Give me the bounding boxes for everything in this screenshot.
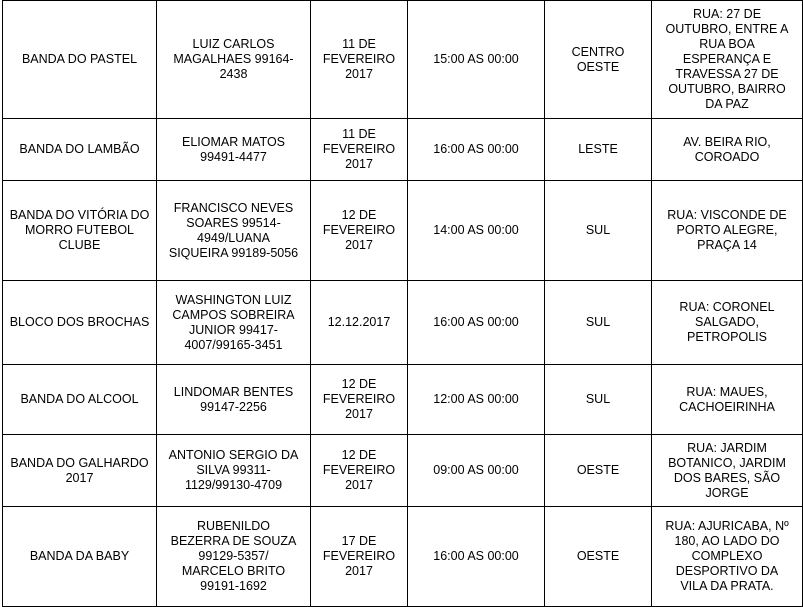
zone-cell: LESTE: [545, 119, 652, 181]
band-name-cell: BANDA DO VITÓRIA DO MORRO FUTEBOL CLUBE: [3, 181, 157, 281]
table-row: [3, 281, 803, 365]
table-row: [3, 365, 803, 435]
location-cell: RUA: AJURICABA, Nº 180, AO LADO DO COMPLEXO DESPORTIVO DA VILA DA PRATA.: [652, 507, 803, 607]
schedule-table: [2, 0, 803, 607]
time-cell: 12:00 AS 00:00: [408, 365, 545, 435]
date-cell: 12 DE FEVEREIRO 2017: [311, 365, 408, 435]
location-cell: RUA: MAUES, CACHOEIRINHA: [652, 365, 803, 435]
contact-cell: ELIOMAR MATOS 99491-4477: [157, 119, 311, 181]
time-cell: 14:00 AS 00:00: [408, 181, 545, 281]
table-row: [3, 119, 803, 181]
time-cell: 16:00 AS 00:00: [408, 119, 545, 181]
band-name-cell: BANDA DO LAMBÃO: [3, 119, 157, 181]
date-cell: 12 DE FEVEREIRO 2017: [311, 435, 408, 507]
date-cell: 12 DE FEVEREIRO 2017: [311, 181, 408, 281]
location-cell: RUA: CORONEL SALGADO, PETROPOLIS: [652, 281, 803, 365]
time-cell: 15:00 AS 00:00: [408, 1, 545, 119]
band-name-cell: BANDA DO PASTEL: [3, 1, 157, 119]
band-name-cell: BANDA DO GALHARDO 2017: [3, 435, 157, 507]
location-cell: RUA: JARDIM BOTANICO, JARDIM DOS BARES, SÃO JORGE: [652, 435, 803, 507]
zone-cell: CENTRO OESTE: [545, 1, 652, 119]
date-cell: 11 DE FEVEREIRO 2017: [311, 119, 408, 181]
location-cell: RUA: VISCONDE DE PORTO ALEGRE, PRAÇA 14: [652, 181, 803, 281]
date-cell: 11 DE FEVEREIRO 2017: [311, 1, 408, 119]
zone-cell: SUL: [545, 181, 652, 281]
table-row: [3, 435, 803, 507]
band-name-cell: BANDA DA BABY: [3, 507, 157, 607]
table-row: [3, 181, 803, 281]
time-cell: 09:00 AS 00:00: [408, 435, 545, 507]
contact-cell: RUBENILDO BEZERRA DE SOUZA 99129-5357/ MARCELO BRITO 99191-1692: [157, 507, 311, 607]
contact-cell: ANTONIO SERGIO DA SILVA 99311- 1129/99130-4709: [157, 435, 311, 507]
contact-cell: FRANCISCO NEVES SOARES 99514- 4949/LUANA SIQUEIRA 99189-5056: [157, 181, 311, 281]
contact-cell: LINDOMAR BENTES 99147-2256: [157, 365, 311, 435]
table-row: [3, 1, 803, 119]
band-name-cell: BLOCO DOS BROCHAS: [3, 281, 157, 365]
contact-cell: LUIZ CARLOS MAGALHAES 99164- 2438: [157, 1, 311, 119]
zone-cell: SUL: [545, 365, 652, 435]
table-row: [3, 507, 803, 607]
location-cell: AV. BEIRA RIO, COROADO: [652, 119, 803, 181]
zone-cell: SUL: [545, 281, 652, 365]
location-cell: RUA: 27 DE OUTUBRO, ENTRE A RUA BOA ESPERANÇA E TRAVESSA 27 DE OUTUBRO, BAIRRO DA PAZ: [652, 1, 803, 119]
time-cell: 16:00 AS 00:00: [408, 507, 545, 607]
date-cell: 17 DE FEVEREIRO 2017: [311, 507, 408, 607]
date-cell: 12.12.2017: [311, 281, 408, 365]
time-cell: 16:00 AS 00:00: [408, 281, 545, 365]
zone-cell: OESTE: [545, 507, 652, 607]
zone-cell: OESTE: [545, 435, 652, 507]
contact-cell: WASHINGTON LUIZ CAMPOS SOBREIRA JUNIOR 99417- 4007/99165-3451: [157, 281, 311, 365]
band-name-cell: BANDA DO ALCOOL: [3, 365, 157, 435]
